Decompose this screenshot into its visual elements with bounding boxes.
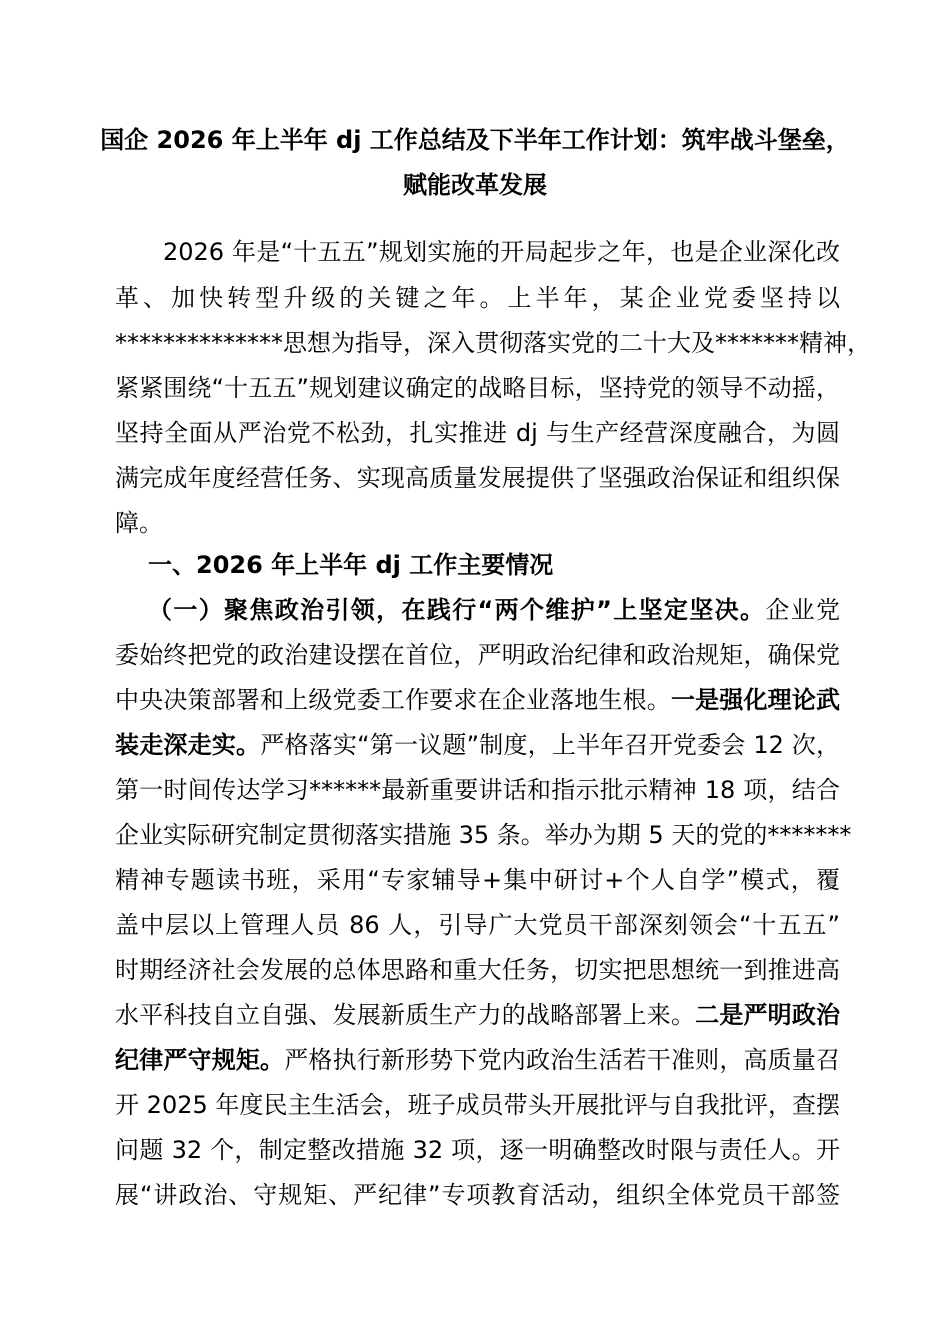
text-run: 严格执行新形势下党内政治生活若干准则，高质量召 <box>284 1046 841 1074</box>
paragraph-line: 开 2025 年度民主生活会，班子成员带头开展批评与自我批评，查摆 <box>115 1091 840 1119</box>
paragraph-line <box>115 683 840 717</box>
bold-point-1: 一是强化理论武 <box>670 686 841 714</box>
paragraph-line <box>115 998 840 1032</box>
intro-line: 2026 年是“十五五”规划实施的开局起步之年，也是企业深化改 <box>163 238 840 266</box>
paragraph-line: 展“讲政治、守规矩、严纪律”专项教育活动，组织全体党员干部签 <box>115 1181 840 1209</box>
bold-point-2-cont: 纪律严守规矩。 <box>115 1046 285 1074</box>
paragraph-line: 委始终把党的政治建设摆在首位，严明政治纪律和政治规矩，确保党 <box>115 641 840 669</box>
intro-line: 障。 <box>115 509 163 537</box>
paragraph-line <box>115 728 840 762</box>
intro-line: **************思想为指导，深入贯彻落实党的二十大及*******精神， <box>115 329 871 357</box>
paragraph-line: 盖中层以上管理人员 86 人，引导广大党员干部深刻领会“十五五” <box>115 911 840 939</box>
intro-line: 革、加快转型升级的关键之年。上半年，某企业党委坚持以 <box>115 284 840 312</box>
document-title-line-1: 国企 2026 年上半年 dj 工作总结及下半年工作计划：筑牢战斗堡垒， <box>100 126 850 154</box>
paragraph-line <box>148 593 840 627</box>
document-title-line-2: 赋能改革发展 <box>403 171 547 199</box>
intro-line: 坚持全面从严治党不松劲，扎实推进 dj 与生产经营深度融合，为圆 <box>115 419 840 447</box>
paragraph-line: 问题 32 个，制定整改措施 32 项，逐一明确整改时限与责任人。开 <box>115 1136 840 1164</box>
subsection-lead: （一）聚焦政治引领，在践行“两个维护”上坚定坚决。 <box>148 596 766 624</box>
intro-line: 紧紧围绕“十五五”规划建议确定的战略目标，坚持党的领导不动摇， <box>115 374 840 402</box>
text-run: 水平科技自立自强、发展新质生产力的战略部署上来。 <box>115 1001 696 1029</box>
section-heading: 一、2026 年上半年 dj 工作主要情况 <box>148 551 554 579</box>
paragraph-line: 第一时间传达学习******最新重要讲话和指示批示精神 18 项，结合 <box>115 776 840 804</box>
intro-line: 满完成年度经营任务、实现高质量发展提供了坚强政治保证和组织保 <box>115 464 840 492</box>
text-run: 中央决策部署和上级党委工作要求在企业落地生根。 <box>115 686 671 714</box>
bold-point-1-cont: 装走深走实。 <box>115 731 261 759</box>
paragraph-line <box>115 1043 840 1077</box>
bold-point-2: 二是严明政治 <box>695 1001 841 1029</box>
text-run: 企业党 <box>765 596 841 624</box>
text-run: 严格落实“第一议题”制度，上半年召开党委会 12 次， <box>260 731 840 759</box>
paragraph-line: 精神专题读书班，采用“专家辅导+集中研讨+个人自学”模式，覆 <box>115 866 840 894</box>
paragraph-line: 时期经济社会发展的总体思路和重大任务，切实把思想统一到推进高 <box>115 956 840 984</box>
paragraph-line: 企业实际研究制定贯彻落实措施 35 条。举办为期 5 天的党的******* <box>115 821 852 849</box>
